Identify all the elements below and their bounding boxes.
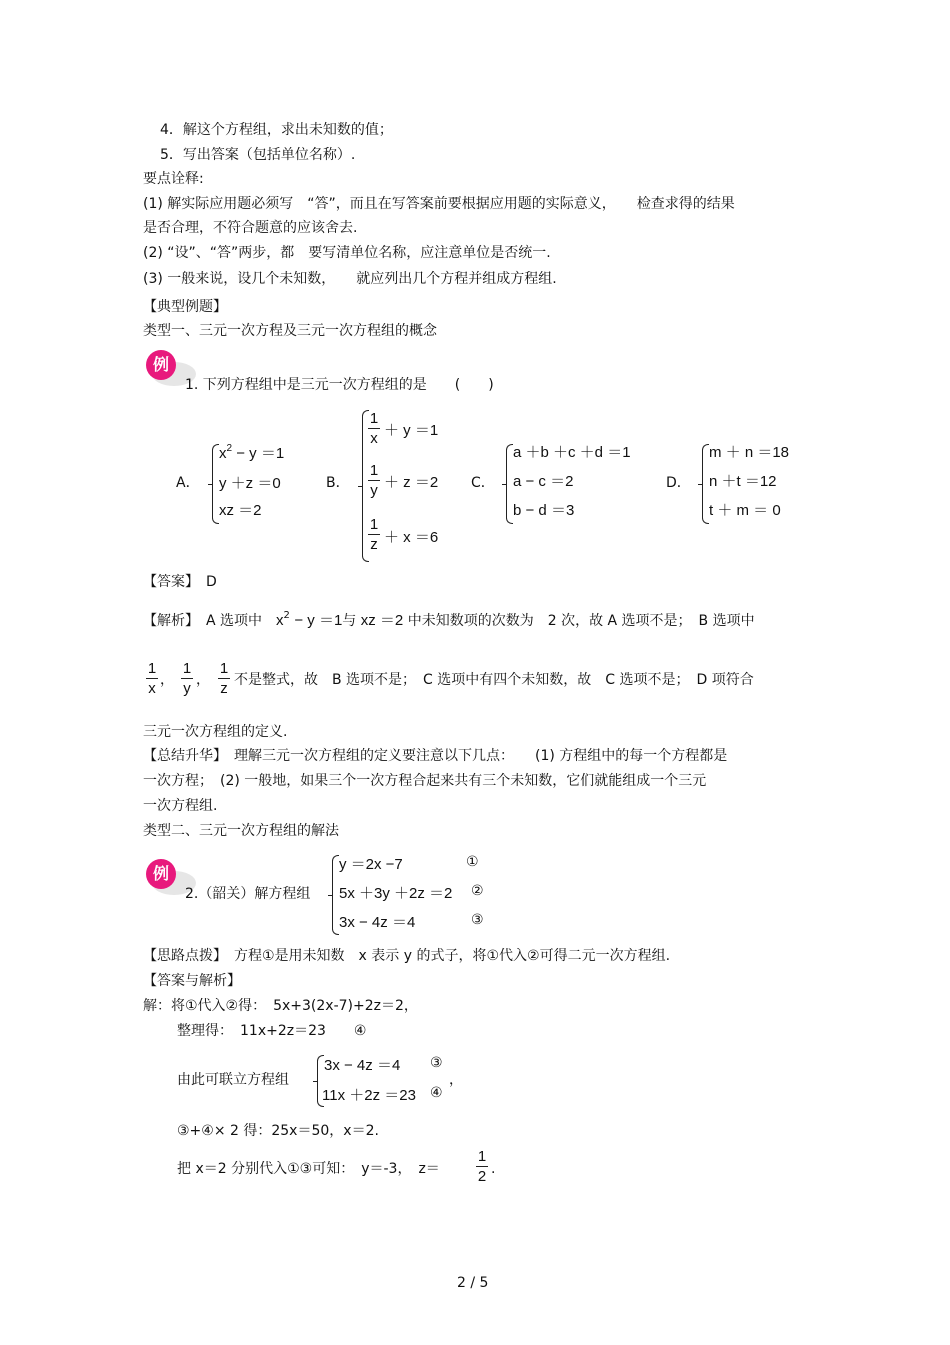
hint-line: 【思路点拨】 方程①是用未知数 x 表示 y 的式子，将①代入②可得二元一次方程组. xyxy=(143,948,671,964)
solution-line3: 由此可联立方程组 xyxy=(177,1072,289,1088)
example2-row3: 3x − 4z ＝4 xyxy=(339,914,416,931)
option-a-label: A． xyxy=(176,475,200,491)
option-b-label: B． xyxy=(326,475,350,491)
marker-3: ③ xyxy=(471,912,484,928)
analysis-line3: 三元一次方程组的定义. xyxy=(143,724,288,740)
option-a-row2: y ＋z ＝0 xyxy=(219,475,281,492)
page-number: 2 / 5 xyxy=(457,1275,489,1291)
section-type2: 类型二、三元一次方程组的解法 xyxy=(143,823,339,839)
option-b-frac1: 1 x xyxy=(369,410,379,447)
option-c-row3: b − d ＝3 xyxy=(513,502,575,519)
note-1b: 是否合理，不符合题意的应该舍去. xyxy=(143,220,358,236)
example2-question: 2.（韶关）解方程组 xyxy=(185,886,311,902)
option-d-row2: n ＋t ＝12 xyxy=(709,473,777,490)
section-examples: 【典型例题】 xyxy=(143,299,227,315)
analysis-frac-y: 1 y xyxy=(182,660,192,697)
analysis-sep2: ， xyxy=(196,672,210,688)
option-c-row2: a − c ＝2 xyxy=(513,473,574,490)
solution-label: 【答案与解析】 xyxy=(143,973,241,989)
sys-marker-3: ③ xyxy=(430,1055,443,1071)
option-d-row1: m ＋ n ＝18 xyxy=(709,444,790,461)
step-5: 5．写出答案（包括单位名称）. xyxy=(160,147,356,163)
solution-line4: ③+④× 2 得：25x＝50，x＝2. xyxy=(177,1123,379,1139)
solution-period: . xyxy=(491,1161,496,1177)
option-a-row1: $x^2 - y =1$ xyxy=(219,443,285,462)
solution-line2: 整理得： 11x+2z＝23 ④ xyxy=(177,1023,367,1039)
section-type1: 类型一、三元一次方程及三元一次方程组的概念 xyxy=(143,323,437,339)
option-c-row1: a ＋b ＋c ＋d ＝1 xyxy=(513,444,631,461)
option-b-row2: ＋ z ＝2 xyxy=(384,474,439,491)
note-2: (2) “设”、“答”两步，都 要写清单位名称，应注意单位是否统一. xyxy=(143,245,551,261)
option-a-brace xyxy=(212,444,219,524)
analysis-frac-z: 1 z xyxy=(219,660,229,697)
solution-sys-comma: ， xyxy=(449,1072,463,1088)
example2-row1: y ＝2x −7 xyxy=(339,856,403,873)
example2-brace xyxy=(332,855,339,935)
option-b-frac3: 1 z xyxy=(369,516,379,553)
solution-sys-row2: 11x ＋2z ＝23 xyxy=(322,1087,416,1104)
option-b-row3: ＋ x ＝6 xyxy=(384,529,439,546)
option-d-brace xyxy=(702,444,709,524)
solution-sys-row1: 3x − 4z ＝4 xyxy=(324,1057,401,1074)
example1-question: 1. 下列方程组中是三元一次方程组的是 ( ) xyxy=(185,377,494,393)
solution-line1: 解：将①代入②得： 5x+3(2x-7)+2z＝2， xyxy=(143,998,418,1014)
example-badge-2: 例 xyxy=(146,859,176,889)
option-c-label: C． xyxy=(471,475,495,491)
marker-2: ② xyxy=(471,883,484,899)
summary-line2: 一次方程； (2) 一般地，如果三个一次方程合起来共有三个未知数，它们就能组成一个三元 xyxy=(143,773,707,789)
solution-frac-z: 1 2 xyxy=(477,1148,487,1185)
summary-line1: 【总结升华】 理解三元一次方程组的定义要注意以下几点： (1) 方程组中的每一个方程都是 xyxy=(143,748,728,764)
solution-line5: 把 x＝2 分别代入①③可知： y＝-3， z＝ xyxy=(177,1161,440,1177)
analysis-line2: 不是整式，故 B 选项不是； C 选项中有四个未知数，故 C 选项不是； D 项符合 xyxy=(234,672,754,688)
option-b-frac2: 1 y xyxy=(369,462,379,499)
option-d-label: D． xyxy=(666,475,691,491)
notes-title: 要点诠释: xyxy=(143,171,204,187)
option-c-brace xyxy=(506,444,513,524)
note-1a: (1) 解实际应用题必须写 “答”，而且在写答案前要根据应用题的实际意义， 检查求得的结果 xyxy=(143,196,735,212)
note-3: (3) 一般来说，设几个未知数， 就应列出几个方程并组成方程组. xyxy=(143,271,557,287)
analysis-frac-x: 1 x xyxy=(147,660,157,697)
answer-line: 【答案】 D xyxy=(143,574,217,590)
analysis-sep1: ， xyxy=(160,672,174,688)
analysis-line1: 【解析】 A 选项中 $x^2 - y =1$与 xz ＝2 中未知数项的次数为 2 次，故 A 选项不是； B 选项中 xyxy=(143,610,755,629)
marker-1: ① xyxy=(466,854,479,870)
option-a-row3: xz ＝2 xyxy=(219,502,262,519)
sys-marker-4: ④ xyxy=(430,1085,443,1101)
summary-line3: 一次方程组. xyxy=(143,798,218,814)
option-d-row3: t ＋ m ＝ 0 xyxy=(709,502,781,519)
step-4: 4．解这个方程组，求出未知数的值； xyxy=(160,122,393,138)
example-badge: 例 xyxy=(146,350,176,380)
option-b-row1: ＋ y ＝1 xyxy=(384,422,439,439)
example2-row2: 5x ＋3y ＋2z ＝2 xyxy=(339,885,453,902)
